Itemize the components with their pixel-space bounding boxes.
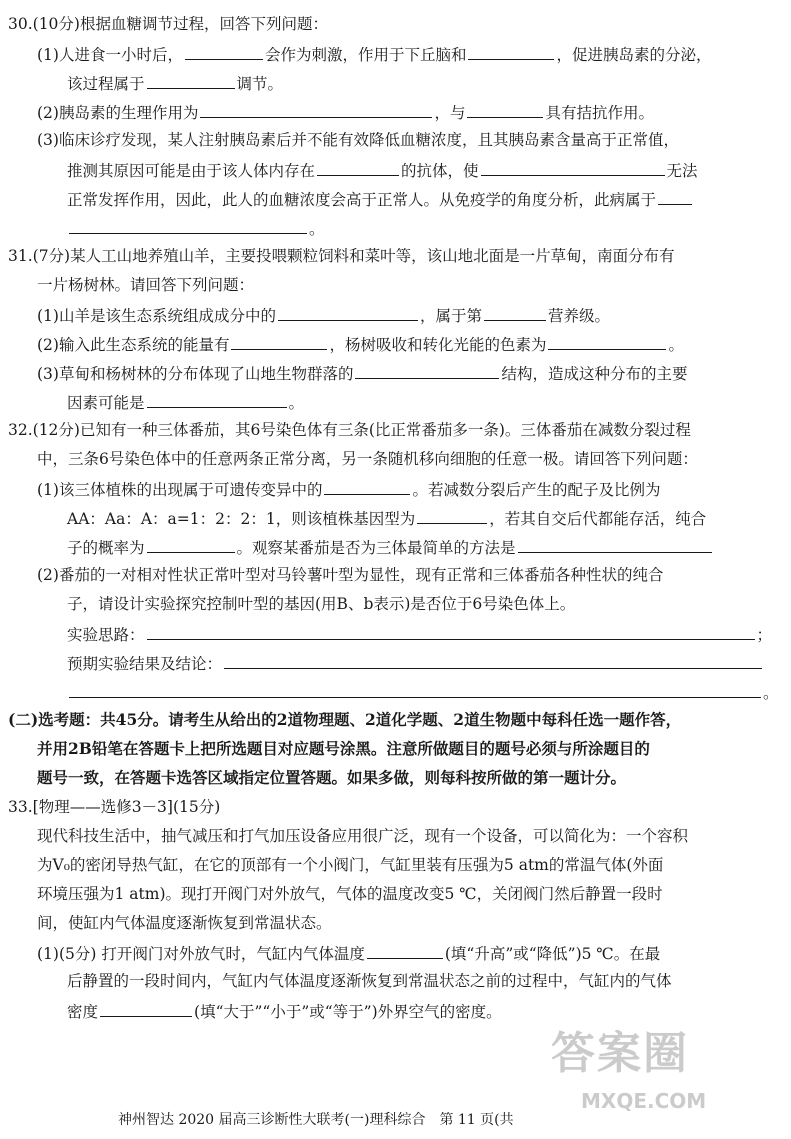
q30-line8	[67, 217, 325, 239]
answer-blank[interactable]	[467, 101, 543, 118]
answer-blank[interactable]	[200, 101, 432, 118]
text: 具有拮抗作用。	[545, 104, 654, 122]
text: 。	[288, 394, 305, 412]
q32-line7: 子，请设计实验探究控制叶型的基因(用B、b表示)是否位于6号染色体上。	[67, 595, 576, 613]
text: ，促进胰岛素的分泌，	[556, 46, 712, 64]
q33-line3: 为V₀的密闭导热气缸，在它的顶部有一个小阀门，气缸里装有压强为5 atm的常温气体(外面	[37, 856, 664, 874]
answer-blank[interactable]	[484, 304, 546, 321]
q32-line10	[67, 681, 779, 703]
q33-line4: 环境压强为1 atm)。现打开阀门对外放气，气体的温度改变5 ℃，关闭阀门然后静置一段时	[37, 885, 663, 903]
q32-line3	[37, 478, 660, 500]
text: AA：Aa：A：a=1：2：2：1，则该植株基因型为	[67, 510, 416, 528]
text: 预期实验结果及结论：	[67, 655, 223, 673]
watermark-logo	[521, 1009, 771, 1129]
answer-blank[interactable]	[147, 391, 287, 408]
text: 。	[763, 684, 779, 702]
answer-blank[interactable]	[658, 188, 692, 205]
answer-blank[interactable]	[278, 304, 418, 321]
answer-blank[interactable]	[468, 43, 554, 60]
q32-line8	[67, 623, 772, 645]
text: (填“升高”或“降低”)5 ℃。在最	[444, 945, 661, 963]
text: ；	[756, 626, 773, 644]
text: ，若其自交后代都能存活，纯合	[489, 510, 707, 528]
text: 。	[668, 336, 684, 354]
q31-line3	[37, 304, 610, 326]
text: 实验思路：	[67, 626, 145, 644]
answer-blank[interactable]	[231, 333, 327, 350]
q30-line3	[67, 72, 283, 94]
text: 正常发挥作用，因此，此人的血糖浓度会高于正常人。从免疫学的角度分析，此病属于	[67, 191, 657, 209]
answer-blank[interactable]	[317, 159, 399, 176]
q30-line7	[67, 188, 694, 210]
text: 子的概率为	[67, 539, 145, 557]
text: (3)草甸和杨树林的分布体现了山地生物群落的	[37, 365, 354, 383]
answer-blank[interactable]	[69, 681, 761, 698]
text: 营养级。	[547, 307, 610, 325]
q30-line2	[37, 43, 712, 65]
page-footer: 神州智达 2020 届高三诊断性大联考(一)理科综合 第 11 页(共	[118, 1112, 514, 1128]
answer-blank[interactable]	[355, 362, 499, 379]
q33-line8	[67, 1000, 502, 1022]
text: 。	[309, 220, 325, 238]
answer-blank[interactable]	[324, 478, 410, 495]
answer-blank[interactable]	[147, 536, 235, 553]
text: 该过程属于	[67, 75, 145, 93]
q32-line5	[67, 536, 714, 558]
q30-line6	[67, 159, 698, 181]
answer-blank[interactable]	[367, 942, 443, 959]
q33-line5: 间，使缸内气体温度逐渐恢复到常温状态。	[37, 914, 332, 932]
answer-blank[interactable]	[548, 333, 666, 350]
q32-line6: (2)番茄的一对相对性状正常叶型对马铃薯叶型为显性，现有正常和三体番茄各种性状的纯合	[37, 566, 664, 584]
text: 调节。	[236, 75, 284, 93]
answer-blank[interactable]	[69, 217, 307, 234]
watermark-small-text: MXQE.COM	[581, 1089, 707, 1113]
q30-line5: (3)临床诊疗发现，某人注射胰岛素后并不能有效降低血糖浓度，且其胰岛素含量高于正常值，	[37, 131, 679, 149]
q32-header: 32.(12分)已知有一种三体番茄，其6号染色体有三条(比正常番茄多一条)。三体番茄在减数分裂过程	[8, 421, 691, 439]
answer-blank[interactable]	[518, 536, 712, 553]
q31-header: 31.(7分)某人工山地养殖山羊，主要投喂颗粒饲料和菜叶等，该山地北面是一片草甸，南面分布有	[8, 247, 675, 265]
answer-blank[interactable]	[147, 72, 235, 89]
q31-line2: 一片杨树林。请回答下列问题：	[37, 276, 255, 294]
text: ，杨树吸收和转化光能的色素为	[329, 336, 547, 354]
text: 因素可能是	[67, 394, 145, 412]
q32-line2: 中，三条6号染色体中的任意两条正常分离，另一条随机移向细胞的任意一极。请回答下列问题：	[37, 450, 698, 468]
q32-line9	[67, 652, 764, 674]
q33-line6	[37, 942, 660, 964]
q33-line2: 现代科技生活中，抽气减压和打气加压设备应用很广泛，现有一个设备，可以简化为：一个容积	[37, 827, 689, 845]
section2-line1: (二)选考题：共45分。请考生从给出的2道物理题、2道化学题、2道生物题中每科任选一题作答，	[8, 710, 682, 729]
answer-blank[interactable]	[481, 159, 665, 176]
section2-line3: 题号一致，在答题卡选答区域指定位置答题。如果多做，则每科按所做的第一题计分。	[37, 768, 627, 787]
section2-line2: 并用2B铅笔在答题卡上把所选题目对应题号涂黑。注意所做题目的题号必须与所涂题目的	[37, 739, 650, 758]
q32-line4	[67, 507, 706, 529]
text: 无法	[666, 162, 698, 180]
text: (1)该三体植株的出现属于可遗传变异中的	[37, 481, 323, 499]
text: 的抗体，使	[401, 162, 479, 180]
text: (填“大于”“小于”或“等于”)外界空气的密度。	[194, 1003, 502, 1021]
answer-blank[interactable]	[185, 43, 263, 60]
text: (2)胰岛素的生理作用为	[37, 104, 199, 122]
answer-blank[interactable]	[224, 652, 762, 669]
text: (2)输入此生态系统的能量有	[37, 336, 230, 354]
q30-header: 30.(10分)根据血糖调节过程，回答下列问题：	[8, 15, 328, 33]
watermark-big-text: 答案圈	[551, 1028, 689, 1079]
q31-line5	[37, 362, 687, 384]
answer-blank[interactable]	[417, 507, 487, 524]
text: (1)(5分) 打开阀门对外放气时，气缸内气体温度	[37, 945, 365, 963]
q33-line7: 后静置的一段时间内，气缸内气体温度逐渐恢复到常温状态之前的过程中，气缸内的气体	[67, 972, 672, 990]
q31-line4	[37, 333, 684, 355]
text: 密度	[67, 1003, 99, 1021]
text: 。观察某番茄是否为三体最简单的方法是	[236, 539, 516, 557]
answer-blank[interactable]	[100, 1000, 192, 1017]
text: 结构，造成这种分布的主要	[501, 365, 688, 383]
q30-line4	[37, 101, 654, 123]
text: 。若减数分裂后产生的配子及比例为	[412, 481, 661, 499]
text: (1)山羊是该生态系统组成成分中的	[37, 307, 276, 325]
text: 会作为刺激，作用于下丘脑和	[264, 46, 467, 64]
text: (1)人进食一小时后，	[37, 46, 183, 64]
text: ，与	[434, 104, 466, 122]
text: 推测其原因可能是由于该人体内存在	[67, 162, 316, 180]
text: ，属于第	[419, 307, 482, 325]
q31-line6	[67, 391, 304, 413]
answer-blank[interactable]	[147, 623, 755, 640]
q33-header: 33.[物理——选修3－3](15分)	[8, 798, 221, 816]
